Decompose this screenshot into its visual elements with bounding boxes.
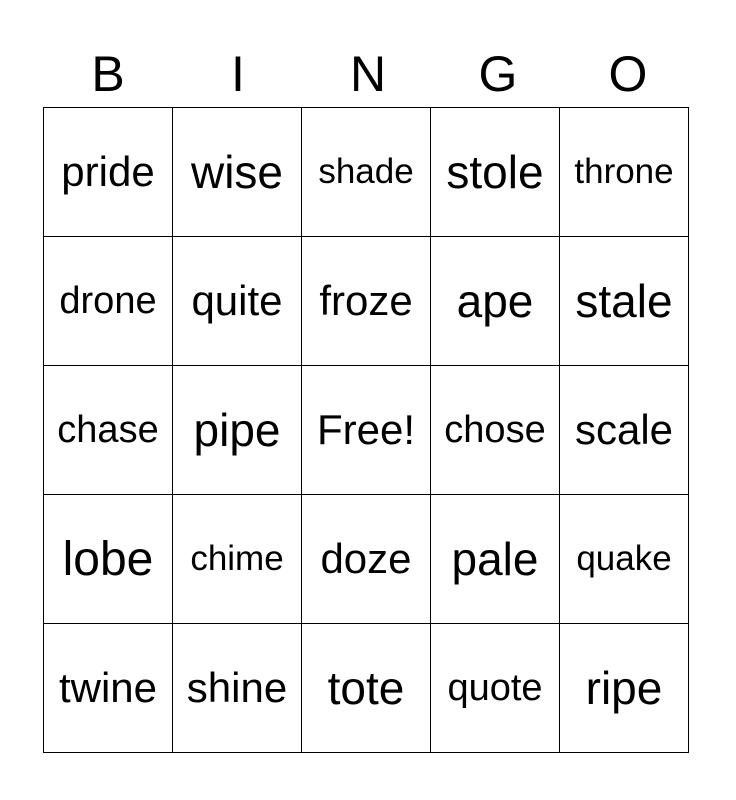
card-row <box>44 366 689 495</box>
bingo-card <box>43 107 689 753</box>
card-cell[interactable]: stale <box>560 237 689 366</box>
header-letter-n: N <box>349 46 387 102</box>
header-letter-g: G <box>478 46 518 102</box>
card-row <box>44 108 689 237</box>
card-row <box>44 237 689 366</box>
card-cell[interactable]: doze <box>302 495 431 624</box>
card-cell[interactable]: chime <box>173 495 302 624</box>
bingo-header <box>43 44 693 104</box>
card-cell[interactable]: quake <box>560 495 689 624</box>
header-letter-b: B <box>91 46 125 102</box>
card-cell[interactable]: twine <box>44 624 173 753</box>
card-cell[interactable]: drone <box>44 237 173 366</box>
card-cell[interactable]: shine <box>173 624 302 753</box>
card-cell[interactable]: pride <box>44 108 173 237</box>
card-cell[interactable]: pale <box>431 495 560 624</box>
card-cell[interactable]: froze <box>302 237 431 366</box>
header-letter-o: O <box>608 46 648 102</box>
card-cell[interactable]: pipe <box>173 366 302 495</box>
card-cell[interactable]: shade <box>302 108 431 237</box>
card-cell[interactable]: lobe <box>44 495 173 624</box>
card-cell[interactable]: scale <box>560 366 689 495</box>
free-space-cell[interactable]: Free! <box>302 366 431 495</box>
card-cell[interactable]: quote <box>431 624 560 753</box>
card-row <box>44 624 689 753</box>
card-cell[interactable]: chose <box>431 366 560 495</box>
card-cell[interactable]: wise <box>173 108 302 237</box>
header-letter-i: I <box>231 46 245 102</box>
card-cell[interactable]: ripe <box>560 624 689 753</box>
card-cell[interactable]: throne <box>560 108 689 237</box>
card-cell[interactable]: tote <box>302 624 431 753</box>
card-cell[interactable]: ape <box>431 237 560 366</box>
card-row <box>44 495 689 624</box>
card-cell[interactable]: stole <box>431 108 560 237</box>
card-cell[interactable]: quite <box>173 237 302 366</box>
card-cell[interactable]: chase <box>44 366 173 495</box>
